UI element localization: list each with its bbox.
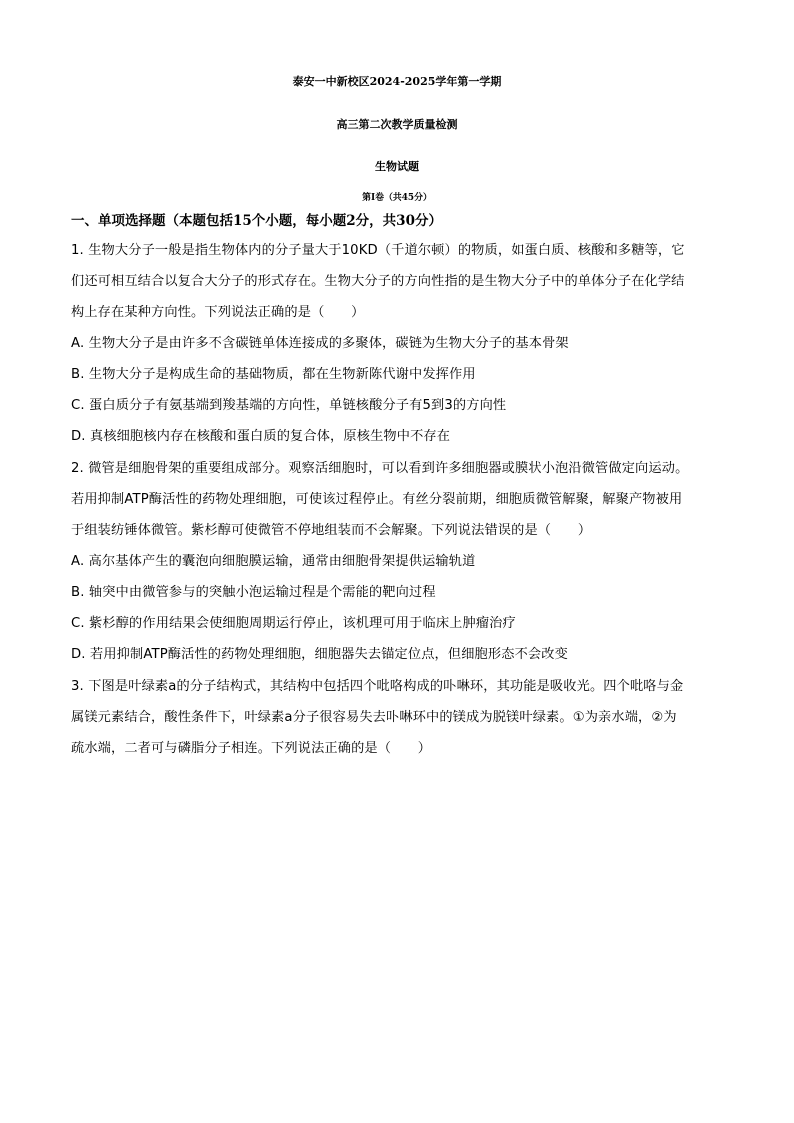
question-1-option-b: B. 生物大分子是构成生命的基础物质，都在生物新陈代谢中发挥作用 (71, 367, 476, 382)
exam-title: 高三第二次教学质量检测 (336, 118, 458, 131)
section-heading: 一、单项选择题（本题包括15个小题，每小题2分，共30分） (71, 213, 442, 229)
question-2-stem-line: 若用抑制ATP酶活性的药物处理细胞，可使该过程停止。有丝分裂前期，细胞质微管解聚，解聚产物被用 (71, 492, 683, 507)
question-2-stem-line: 2. 微管是细胞骨架的重要组成部分。观察活细胞时，可以看到许多细胞器或膜状小泡沿微管做定向运动。 (71, 461, 689, 476)
question-1-option-c: C. 蛋白质分子有氨基端到羧基端的方向性，单链核酸分子有5到3的方向性 (71, 398, 507, 413)
question-2-option-a: A. 高尔基体产生的囊泡向细胞膜运输，通常由细胞骨架提供运输轨道 (71, 554, 476, 569)
question-2-option-c: C. 紫杉醇的作用结果会使细胞周期运行停止，该机理可用于临床上肿瘤治疗 (71, 616, 516, 631)
question-1-stem-line: 1. 生物大分子一般是指生物体内的分子量大于10KD（千道尔顿）的物质，如蛋白质、核酸和多糖等，它 (71, 243, 685, 258)
part-heading: 第Ⅰ卷（共45分） (362, 193, 432, 203)
subject-title: 生物试题 (375, 160, 419, 173)
question-1-option-d: D. 真核细胞核内存在核酸和蛋白质的复合体，原核生物中不存在 (71, 429, 451, 444)
question-2-option-b: B. 轴突中由微管参与的突触小泡运输过程是个需能的靶向过程 (71, 585, 436, 600)
question-1-stem-line: 们还可相互结合以复合大分子的形式存在。生物大分子的方向性指的是生物大分子中的单体分子在化学结 (71, 274, 685, 289)
question-1-stem-line: 构上存在某种方向性。下列说法正确的是（ ） (71, 305, 365, 320)
school-title: 泰安一中新校区2024-2025学年第一学期 (292, 75, 502, 88)
question-1-option-a: A. 生物大分子是由许多不含碳链单体连接成的多聚体，碳链为生物大分子的基本骨架 (71, 336, 569, 351)
question-2-option-d: D. 若用抑制ATP酶活性的药物处理细胞，细胞器失去锚定位点，但细胞形态不会改变 (71, 647, 568, 662)
question-3-stem-line: 疏水端，二者可与磷脂分子相连。下列说法正确的是（ ） (71, 741, 432, 756)
question-3-stem-line: 3. 下图是叶绿素a的分子结构式，其结构中包括四个吡咯构成的卟啉环，其功能是吸收光。四个吡咯与金 (71, 679, 684, 694)
question-3-stem-line: 属镁元素结合，酸性条件下，叶绿素a分子很容易失去卟啉环中的镁成为脱镁叶绿素。①为亲水端，②为 (71, 710, 677, 725)
question-2-stem-line: 于组装纺锤体微管。紫杉醇可使微管不停地组装而不会解聚。下列说法错误的是（ ） (71, 523, 592, 538)
